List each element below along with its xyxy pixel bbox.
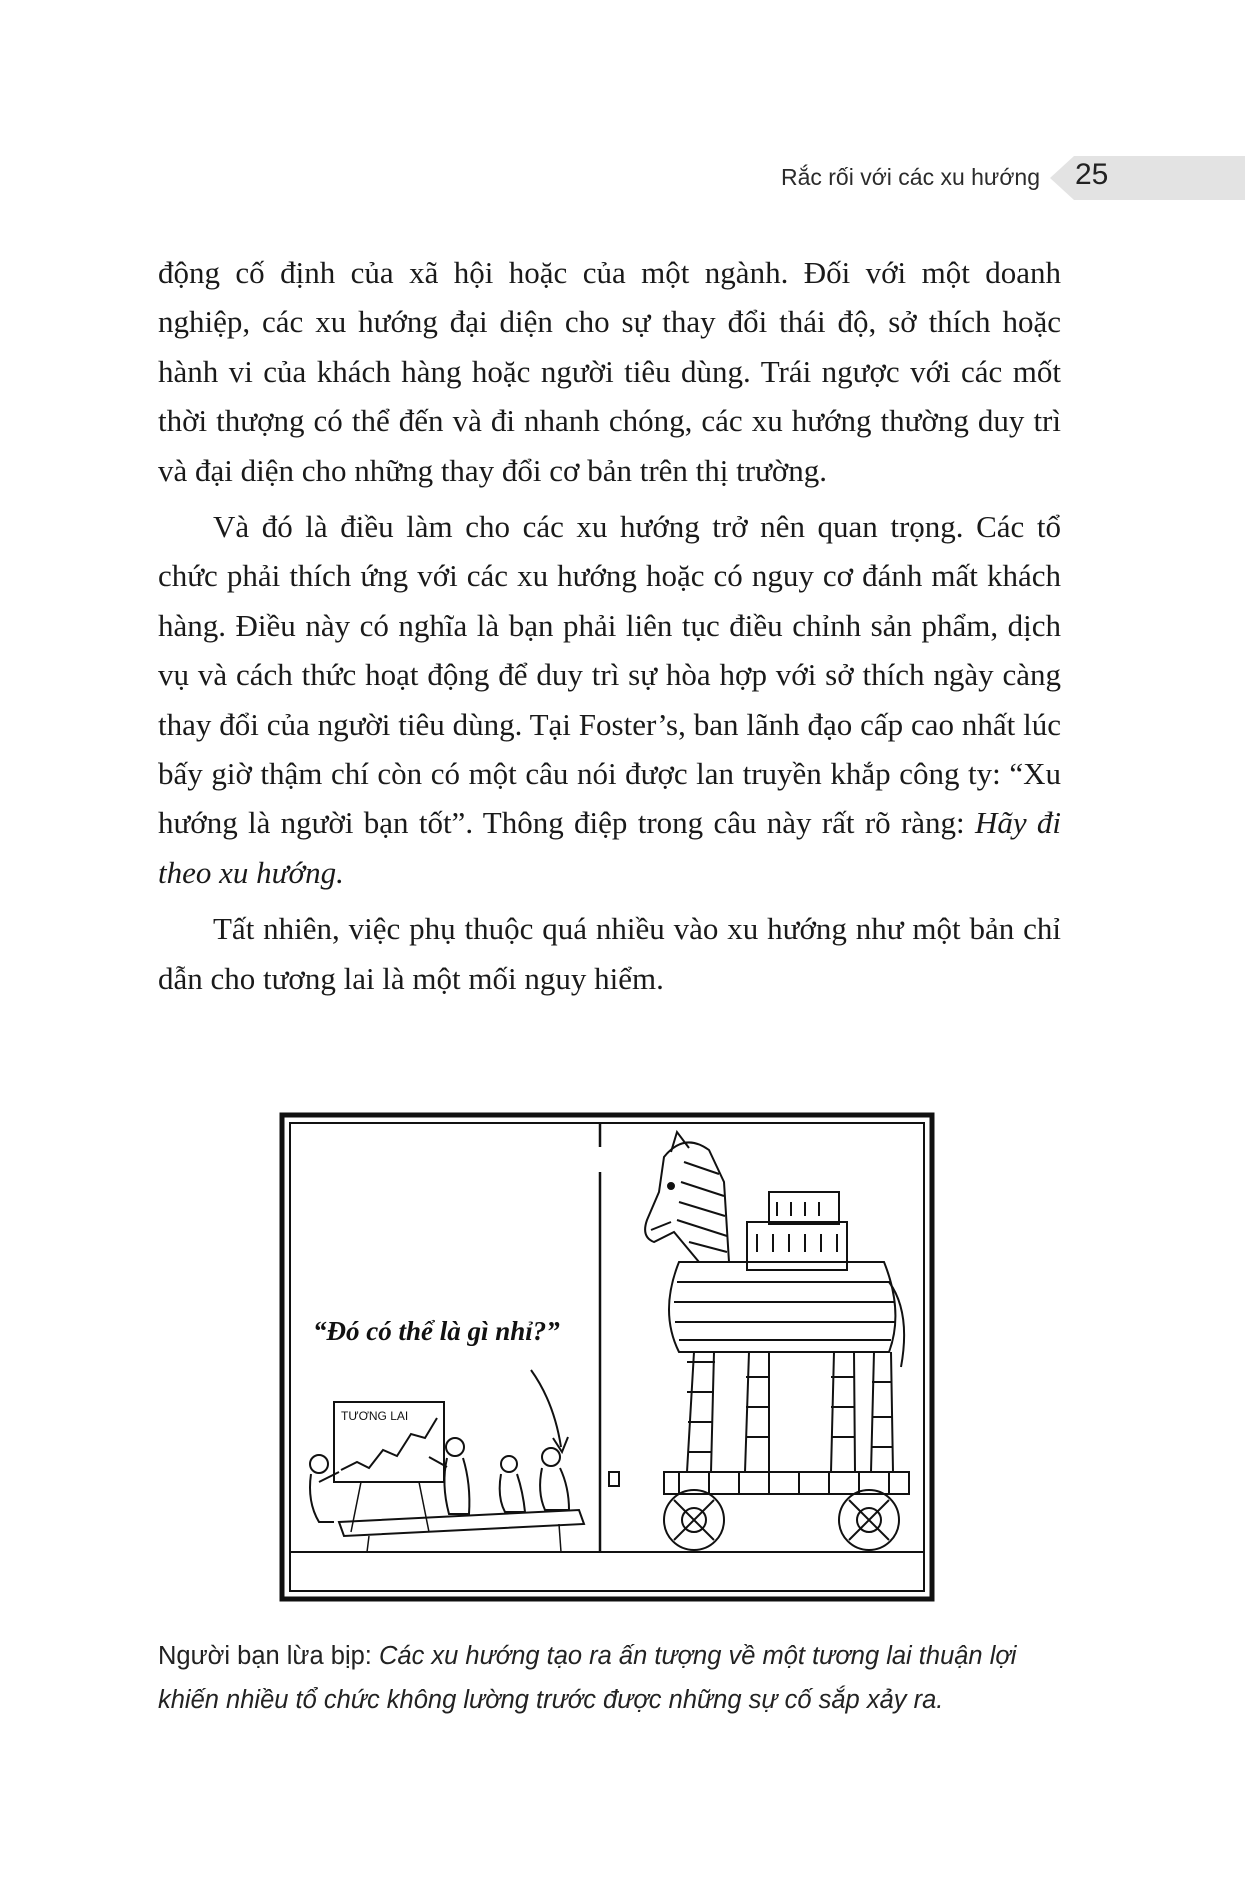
body-text: [158, 248, 1061, 1010]
page-number: 25: [1075, 158, 1109, 191]
cartoon-figure: [279, 1112, 935, 1602]
future-board: [334, 1402, 444, 1532]
paragraph-2-text: Và đó là điều làm cho các xu hướng trở nên quan trọng. Các tổ chức phải thích ứng với các xu hướng hoặc có nguy cơ đánh mất khách hàng. Điều này có nghĩa là bạn phải liên tục điều chỉnh sản phẩm, dịch vụ và cách thức hoạt động để duy trì sự hòa hợp với sở thích ngày càng thay đổi của người tiêu dùng. Tại Foster’s, ban lãnh đạo cấp cao nhất lúc bấy giờ thậm chí còn có một câu nói được lan truyền khắp công ty: “Xu hướng là người bạn tốt”. Thông điệp trong câu này rất rõ ràng:: [158, 509, 1061, 841]
paragraph-3: Tất nhiên, việc phụ thuộc quá nhiều vào xu hướng như một bản chỉ dẫn cho tương lai là một mối nguy hiểm.: [158, 911, 1061, 996]
figure-caption: [158, 1634, 1061, 1722]
caption-lead: Người bạn lừa bịp:: [158, 1642, 379, 1670]
trojan-horse: [645, 1132, 909, 1550]
page-header: [0, 150, 1245, 206]
speech-text: “Đó có thể là gì nhỉ?”: [313, 1316, 560, 1346]
paragraph-2-emphasis: Hãy đi theo xu hướng.: [158, 805, 1061, 890]
caption-description: Các xu hướng tạo ra ấn tượng về một tương lai thuận lợi khiến nhiều tổ chức không lường trước được những sự cố sắp xảy ra.: [158, 1642, 1017, 1714]
paragraph-2: [158, 502, 1061, 897]
meeting-people: [310, 1438, 569, 1522]
board-label: TƯƠNG LAI: [341, 1409, 409, 1423]
running-title: Rắc rối với các xu hướng: [780, 164, 1040, 190]
paragraph-1: động cố định của xã hội hoặc của một ngành. Đối với một doanh nghiệp, các xu hướng đại diện cho sự thay đổi thái độ, sở thích hoặc hành vi của khách hàng hoặc người tiêu dùng. Trái ngược với các mốt thời thượng có thể đến và đi nhanh chóng, các xu hướng thường duy trì và đại diện cho những thay đổi cơ bản trên thị trường.: [158, 255, 1061, 488]
cartoon-illustration: [279, 1112, 935, 1602]
